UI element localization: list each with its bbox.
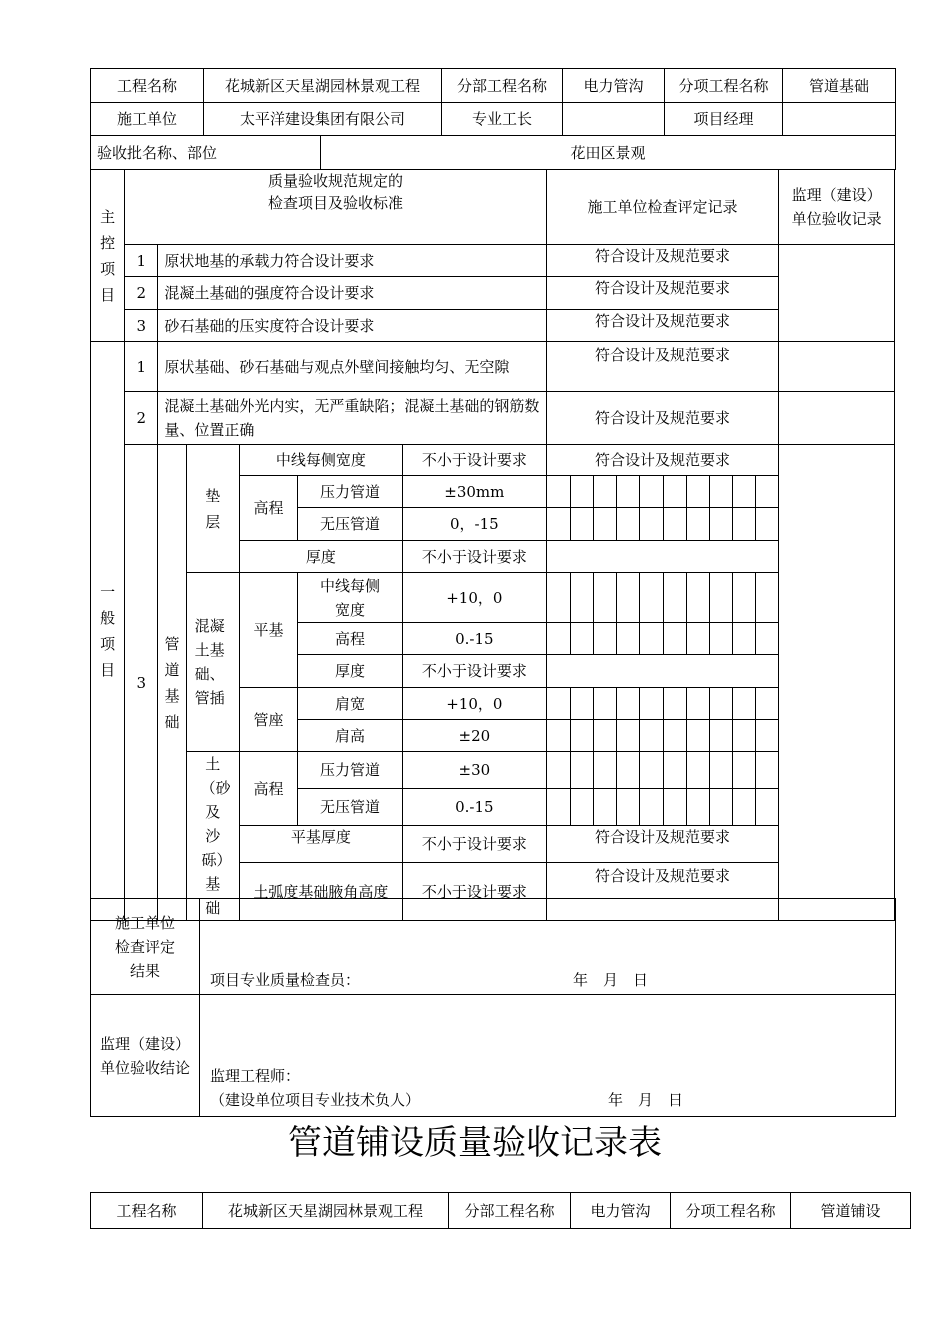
pipe-base-text: 管道基础 — [164, 634, 180, 731]
grid-cell — [546, 573, 570, 623]
grid-cell — [732, 688, 755, 720]
second-subitem: 管道铺设 — [791, 1193, 911, 1229]
grid-cell — [570, 720, 593, 752]
second-division-label: 分部工程名称 — [449, 1193, 571, 1229]
conclusion-table — [90, 898, 896, 1117]
flat-elevation: 高程 — [298, 623, 403, 655]
grid-cell — [594, 573, 617, 623]
supervisor-date: 年 月 日 — [608, 1091, 684, 1109]
grid-cell — [617, 508, 640, 541]
standard-header-line2: 检查项目及验收标准 — [267, 194, 403, 212]
cushion-thickness-result — [546, 541, 778, 573]
grid-cell — [663, 573, 686, 623]
grid-cell — [546, 720, 570, 752]
cushion-pressure-pipe: 压力管道 — [298, 476, 403, 508]
soil-arc-height-result: 符合设计及规范要求 — [546, 863, 778, 921]
grid-cell — [570, 789, 593, 826]
general-item-text: 混凝土基础外光内实，无严重缺陷；混凝土基础的钢筋数量、位置正确 — [158, 392, 546, 445]
grid-cell — [617, 476, 640, 508]
item3-supervisor-cell — [779, 445, 895, 921]
grid-cell — [640, 623, 663, 655]
second-project-name-label: 工程名称 — [91, 1193, 203, 1229]
grid-cell — [570, 476, 593, 508]
second-project-name: 花城新区天星湖园林景观工程 — [203, 1193, 449, 1229]
cushion-text: 垫层 — [205, 486, 221, 531]
cushion-label — [186, 445, 239, 573]
grid-cell — [594, 752, 617, 789]
soil-elevation: 高程 — [239, 752, 297, 826]
grid-cell — [686, 476, 709, 508]
soil-gravity-pipe-std: 0.-15 — [402, 789, 546, 826]
grid-cell — [663, 623, 686, 655]
grid-cell — [617, 623, 640, 655]
grid-cell — [570, 573, 593, 623]
grid-cell — [617, 789, 640, 826]
grid-cell — [686, 789, 709, 826]
soil-arc-height: 土弧度基础腋角高度 — [239, 863, 402, 921]
grid-cell — [756, 573, 779, 623]
supervisor-header: 监理（建设）单位验收记录 — [779, 170, 895, 245]
grid-cell — [709, 476, 732, 508]
seat-shoulder-width-std: +10，0 — [402, 688, 546, 720]
grid-cell — [617, 752, 640, 789]
grid-cell — [732, 476, 755, 508]
soil-arc-height-std: 不小于设计要求 — [402, 863, 546, 921]
header-table — [90, 68, 896, 136]
general-label — [91, 342, 125, 921]
grid-cell — [709, 508, 732, 541]
division: 电力管沟 — [563, 69, 665, 103]
cushion-center-width: 中线每侧宽度 — [239, 445, 402, 476]
supervisor-conclusion-label: 监理（建设）单位验收结论 — [91, 995, 200, 1117]
item3-no: 3 — [125, 445, 158, 921]
seat-shoulder-height-std: ±20 — [402, 720, 546, 752]
cushion-elevation: 高程 — [239, 476, 297, 541]
flat-elevation-std: 0.-15 — [402, 623, 546, 655]
general-item-text: 原状基础、砂石基础与观点外壁间接触均匀、无空隙 — [158, 342, 546, 392]
foreman — [563, 103, 665, 136]
grid-cell — [686, 508, 709, 541]
grid-cell — [709, 720, 732, 752]
grid-cell — [546, 508, 570, 541]
main-item-no: 3 — [125, 310, 158, 342]
soil-gravity-pipe: 无压管道 — [298, 789, 403, 826]
inspector-label: 项目专业质量检查员： — [210, 971, 361, 989]
grid-cell — [756, 720, 779, 752]
standard-header — [125, 170, 547, 245]
grid-cell — [663, 752, 686, 789]
general-item-no: 2 — [125, 392, 158, 445]
second-subitem-label: 分项工程名称 — [671, 1193, 791, 1229]
owner-rep-label: （建设单位项目专业技术负人） — [210, 1091, 421, 1109]
general-item-result: 符合设计及规范要求 — [546, 392, 778, 445]
grid-cell — [709, 789, 732, 826]
seat-label: 管座 — [239, 688, 297, 752]
grid-cell — [594, 508, 617, 541]
grid-cell — [663, 508, 686, 541]
grid-cell — [640, 789, 663, 826]
soil-flat-thickness-std: 不小于设计要求 — [402, 826, 546, 863]
cushion-center-width-std: 不小于设计要求 — [402, 445, 546, 476]
flat-center-width-std: +10，0 — [402, 573, 546, 623]
grid-cell — [594, 720, 617, 752]
grid-cell — [686, 623, 709, 655]
grid-cell — [570, 688, 593, 720]
grid-cell — [709, 752, 732, 789]
main-item-result: 符合设计及规范要求 — [546, 310, 778, 342]
main-item-result: 符合设计及规范要求 — [546, 277, 778, 310]
cushion-gravity-pipe: 无压管道 — [298, 508, 403, 541]
main-item-no: 2 — [125, 277, 158, 310]
grid-cell — [594, 789, 617, 826]
grid-cell — [640, 573, 663, 623]
grid-cell — [570, 623, 593, 655]
seat-shoulder-width: 肩宽 — [298, 688, 403, 720]
soil-flat-thickness-result: 符合设计及规范要求 — [546, 826, 778, 863]
contractor: 太平洋建设集团有限公司 — [204, 103, 442, 136]
main-control-text: 主控项目 — [100, 207, 116, 304]
grid-cell — [756, 623, 779, 655]
grid-cell — [732, 789, 755, 826]
grid-cell — [546, 789, 570, 826]
soil-label: 土（砂及沙砾）基础 — [186, 752, 239, 921]
grid-cell — [686, 752, 709, 789]
grid-cell — [756, 752, 779, 789]
batch: 花田区景观 — [321, 136, 896, 170]
grid-cell — [709, 573, 732, 623]
seat-shoulder-height: 肩高 — [298, 720, 403, 752]
main-item-text: 混凝土基础的强度符合设计要求 — [158, 277, 546, 310]
main-supervisor-cell — [779, 245, 895, 342]
project-name: 花城新区天星湖园林景观工程 — [204, 69, 442, 103]
soil-pressure-pipe-std: ±30 — [402, 752, 546, 789]
grid-cell — [617, 573, 640, 623]
main-item-text: 砂石基础的压实度符合设计要求 — [158, 310, 546, 342]
flat-thickness-std: 不小于设计要求 — [402, 655, 546, 688]
grid-cell — [732, 720, 755, 752]
grid-cell — [640, 752, 663, 789]
main-control-label — [91, 170, 125, 342]
flat-thickness: 厚度 — [298, 655, 403, 688]
general-supervisor-cell — [779, 342, 895, 392]
grid-cell — [663, 720, 686, 752]
cushion-gravity-pipe-std: 0，-15 — [402, 508, 546, 541]
grid-cell — [686, 688, 709, 720]
general-item-no: 1 — [125, 342, 158, 392]
division-label: 分部工程名称 — [442, 69, 563, 103]
batch-label: 验收批名称、部位 — [91, 136, 321, 170]
engineer-label: 监理工程师： — [210, 1067, 301, 1085]
grid-cell — [663, 789, 686, 826]
grid-cell — [546, 623, 570, 655]
inspection-table — [90, 169, 895, 921]
manager-label: 项目经理 — [665, 103, 783, 136]
main-item-no: 1 — [125, 245, 158, 277]
grid-cell — [570, 508, 593, 541]
grid-cell — [732, 573, 755, 623]
supervisor-conclusion-cell — [200, 995, 896, 1117]
grid-cell — [663, 476, 686, 508]
contractor-result-label: 施工单位检查评定结果 — [91, 899, 200, 995]
grid-cell — [686, 720, 709, 752]
project-name-label: 工程名称 — [91, 69, 204, 103]
main-item-result: 符合设计及规范要求 — [546, 245, 778, 277]
grid-cell — [756, 789, 779, 826]
general-item-result: 符合设计及规范要求 — [546, 342, 778, 392]
second-division: 电力管沟 — [571, 1193, 671, 1229]
general-supervisor-cell — [779, 392, 895, 445]
cushion-center-width-result: 符合设计及规范要求 — [546, 445, 778, 476]
flat-thickness-result — [546, 655, 778, 688]
grid-cell — [640, 720, 663, 752]
cushion-pressure-pipe-std: ±30mm — [402, 476, 546, 508]
manager — [783, 103, 896, 136]
grid-cell — [732, 752, 755, 789]
grid-cell — [594, 688, 617, 720]
grid-cell — [732, 508, 755, 541]
grid-cell — [709, 688, 732, 720]
general-text: 一般项目 — [100, 583, 116, 679]
grid-cell — [640, 508, 663, 541]
pipe-base-label — [158, 445, 186, 921]
cushion-thickness: 厚度 — [239, 541, 402, 573]
soil-pressure-pipe: 压力管道 — [298, 752, 403, 789]
grid-cell — [546, 688, 570, 720]
main-item-text: 原状地基的承载力符合设计要求 — [158, 245, 546, 277]
grid-cell — [686, 573, 709, 623]
flat-center-width: 中线每侧宽度 — [298, 573, 403, 623]
grid-cell — [756, 476, 779, 508]
grid-cell — [756, 508, 779, 541]
grid-cell — [594, 476, 617, 508]
grid-cell — [594, 623, 617, 655]
grid-cell — [617, 688, 640, 720]
grid-cell — [546, 476, 570, 508]
grid-cell — [732, 623, 755, 655]
contractor-date: 年 月 日 — [573, 971, 649, 989]
grid-cell — [756, 688, 779, 720]
subitem: 管道基础 — [783, 69, 896, 103]
grid-cell — [640, 688, 663, 720]
second-form-title: 管道铺设质量验收记录表 — [288, 1123, 662, 1163]
grid-cell — [546, 752, 570, 789]
contractor-label: 施工单位 — [91, 103, 204, 136]
flat-base-label: 平基 — [239, 573, 297, 688]
soil-flat-thickness: 平基厚度 — [239, 826, 402, 863]
foreman-label: 专业工长 — [442, 103, 563, 136]
grid-cell — [640, 476, 663, 508]
standard-header-line1: 质量验收规范规定的 — [267, 172, 403, 190]
grid-cell — [709, 623, 732, 655]
second-header-table — [90, 1192, 911, 1229]
concrete-label: 混凝土基础、管插 — [186, 573, 239, 752]
grid-cell — [617, 720, 640, 752]
grid-cell — [570, 752, 593, 789]
grid-cell — [663, 688, 686, 720]
contractor-result-cell — [200, 899, 896, 995]
contractor-check-header: 施工单位检查评定记录 — [546, 170, 778, 245]
subitem-label: 分项工程名称 — [665, 69, 783, 103]
batch-table — [90, 135, 896, 170]
cushion-thickness-std: 不小于设计要求 — [402, 541, 546, 573]
